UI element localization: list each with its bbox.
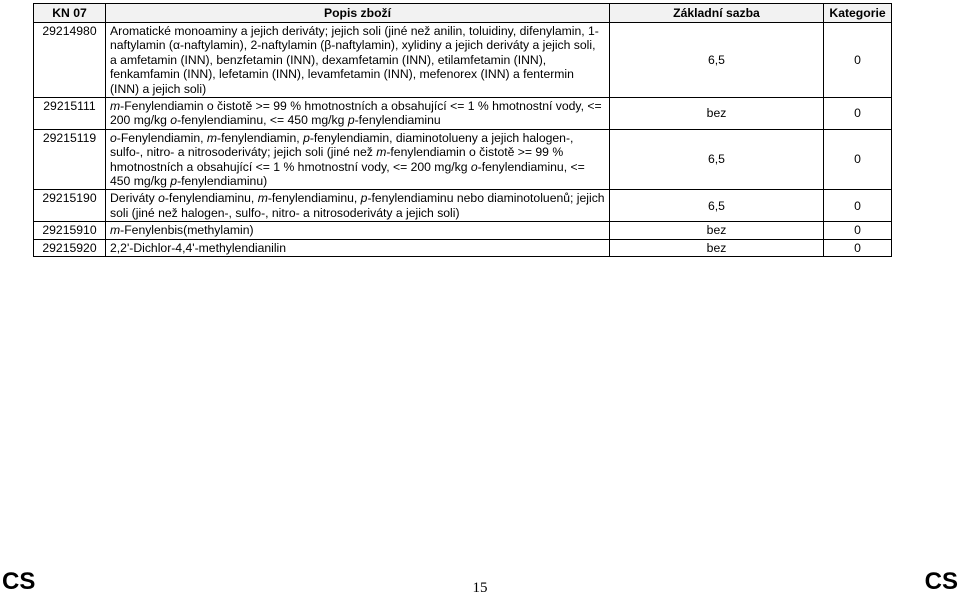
description-segment: -fenylendiamin o čistotě >= 99 % hmotnostních a obsahující <= 1 % hmotnostní vody, <= 200 mg/kg [110, 145, 564, 174]
cell-description [106, 190, 610, 222]
description-segment: Aromatické monoaminy a jejich deriváty; jejich soli (jiné než anilin, toluidiny, difenylamin, 1-naftylamin (α-naftylamin), 2-naftylamin (β-naftylamin), xylidiny a jejich deriváty a jejich soli, a amfetamin (INN), benzfetamin (INN), dexamfetamin (INN), etilamfetamin (INN), fenkamfamin (INN), lefetamin (INN), levamfetamin (INN), mefenorex (INN) a fentermin (INN) a jejich soli) [110, 24, 599, 96]
footer-language-mark-left: CS [2, 568, 36, 595]
description-segment: -fenylendiaminu, <= 450 mg/kg [110, 159, 585, 189]
cell-description [106, 98, 610, 130]
description-segment: o [170, 113, 178, 128]
description-segment: m [257, 191, 268, 206]
page-number: 15 [472, 580, 488, 596]
tariff-table [33, 3, 892, 257]
cell-category: 0 [824, 239, 892, 256]
description-segment: p [347, 113, 355, 128]
description-segment: p [360, 191, 368, 206]
cell-description [106, 239, 610, 256]
table-row [34, 222, 892, 239]
cell-rate: bez [610, 98, 824, 130]
cell-code: 29214980 [34, 23, 106, 98]
description-segment: m [110, 99, 121, 114]
table-row [34, 98, 892, 130]
description-segment: -Fenylenbis(methylamin) [120, 223, 254, 238]
table-row [34, 23, 892, 98]
description-segment: -fenylendiaminu) [177, 174, 268, 189]
cell-code: 29215119 [34, 129, 106, 190]
cell-rate: bez [610, 239, 824, 256]
description-segment: -Fenylendiamin o čistotě >= 99 % hmotnostních a obsahující <= 1 % hmotnostní vody, <= 200 mg/kg [110, 99, 602, 128]
description-segment: Deriváty [110, 191, 159, 206]
description-segment: p [303, 130, 310, 145]
table-row [34, 239, 892, 256]
cell-category: 0 [824, 190, 892, 222]
description-segment: -Fenylendiamin, [116, 130, 207, 145]
cell-rate: bez [610, 222, 824, 239]
description-segment: -fenylendiaminu, <= 450 mg/kg [177, 113, 348, 128]
cell-category: 0 [824, 129, 892, 190]
cell-category: 0 [824, 23, 892, 98]
description-segment: -fenylendiaminu, [164, 191, 258, 206]
description-segment: p [170, 174, 178, 189]
description-segment: 2,2'-Dichlor-4,4'-methylendianilin [110, 240, 287, 255]
description-segment: -fenylendiamin, diaminotolueny a jejich halogen-, sulfo-, nitro- a nitrosoderiváty; jejich soli (jiné než [110, 130, 574, 160]
header-description: Popis zboží [106, 4, 610, 23]
description-segment: o [470, 159, 478, 174]
table-body [34, 23, 892, 257]
cell-category: 0 [824, 98, 892, 130]
cell-code: 29215910 [34, 222, 106, 239]
cell-rate: 6,5 [610, 190, 824, 222]
description-segment: -fenylendiaminu [354, 113, 441, 128]
header-category: Kategorie [824, 4, 892, 23]
description-segment: -fenylendiamin, [217, 130, 304, 145]
description-segment: -fenylendiaminu, [267, 191, 361, 206]
description-segment: m [206, 130, 218, 145]
cell-rate: 6,5 [610, 129, 824, 190]
cell-code: 29215920 [34, 239, 106, 256]
footer-language-mark-right: CS [924, 568, 958, 595]
table-row [34, 190, 892, 222]
table-row [34, 129, 892, 190]
description-segment: m [376, 145, 387, 160]
description-segment: -fenylendiaminu nebo diaminotoluenů; jejich soli (jiné než halogen-, sulfo-, nitro- a nitrosoderiváty a jejich soli) [110, 191, 605, 220]
table-header-row [34, 4, 892, 23]
description-segment: o [158, 191, 165, 206]
cell-rate: 6,5 [610, 23, 824, 98]
cell-description [106, 23, 610, 98]
cell-description [106, 222, 610, 239]
cell-description [106, 129, 610, 190]
cell-category: 0 [824, 222, 892, 239]
description-segment: o [110, 130, 117, 145]
header-code: KN 07 [34, 4, 106, 23]
cell-code: 29215111 [34, 98, 106, 130]
header-rate: Základní sazba [610, 4, 824, 23]
description-segment: m [110, 223, 121, 238]
cell-code: 29215190 [34, 190, 106, 222]
